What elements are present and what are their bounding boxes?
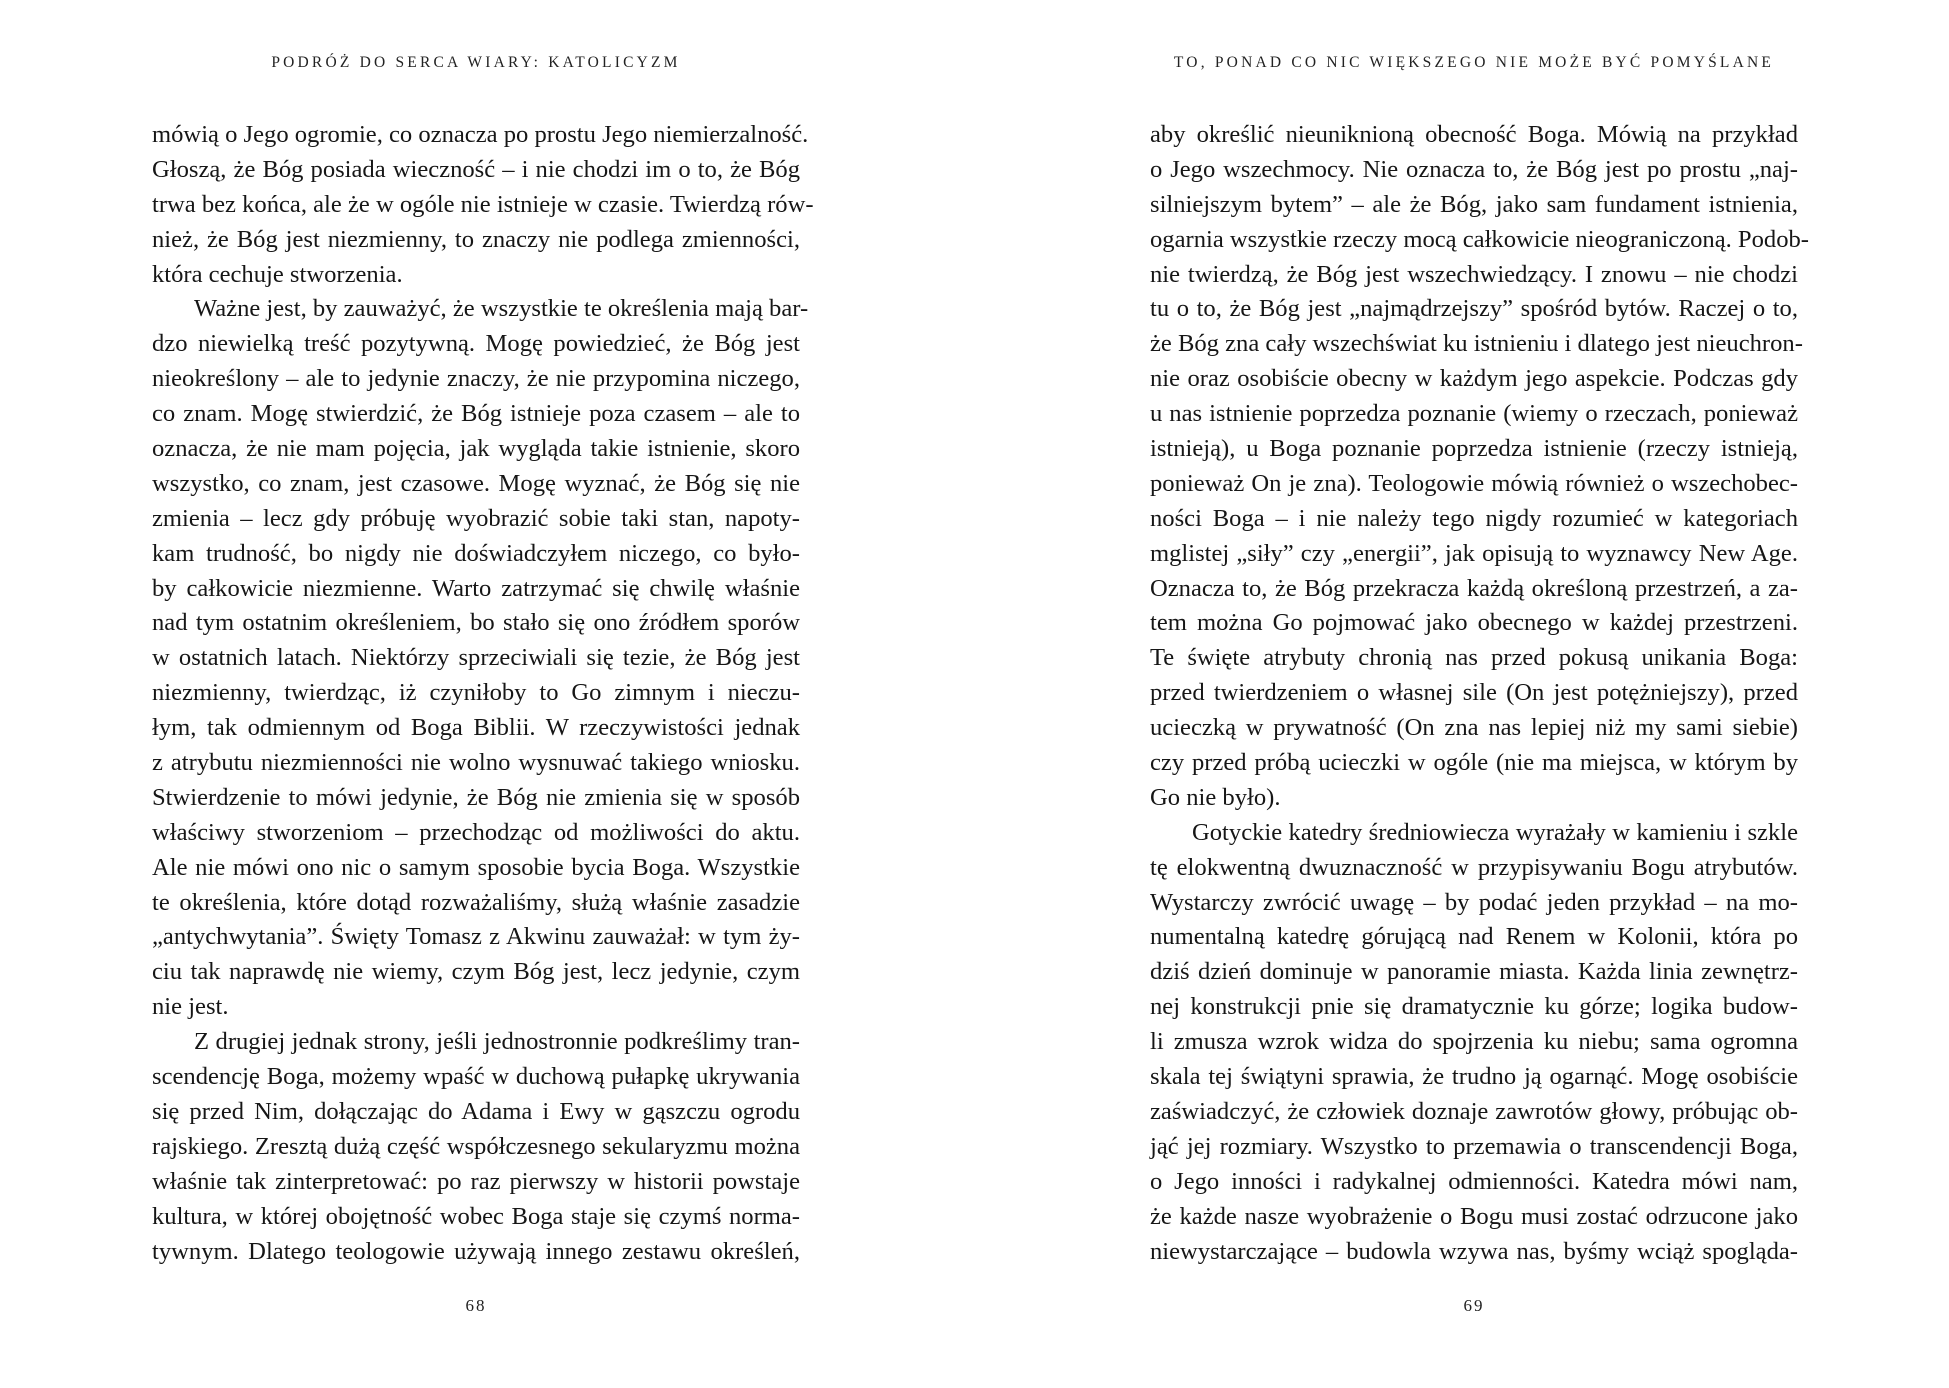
- text-line: tywnym. Dlatego teologowie używają innego zestawu określeń,: [152, 1237, 800, 1265]
- text-line: aby określić nieuniknioną obecność Boga. Mówią na przykład: [1150, 121, 1798, 148]
- text-line: Ale nie mówi ono nic o samym sposobie bycia Boga. Wszystkie: [152, 853, 800, 881]
- text-line: Stwierdzenie to mówi jedynie, że Bóg nie zmienia się w sposób: [152, 783, 800, 811]
- text-line: w ostatnich latach. Niektórzy sprzeciwiali się tezie, że Bóg jest: [152, 644, 800, 672]
- text-line: niewystarczające – budowla wzywa nas, byśmy wciąż spogląda-: [1150, 1237, 1798, 1265]
- left-page-body: [152, 118, 814, 1269]
- text-line: zmienia – lecz gdy próbuję wyobrazić sobie taki stan, napoty-: [152, 504, 800, 532]
- text-line: łym, tak odmiennym od Boga Biblii. W rzeczywistości jednak: [152, 714, 800, 742]
- text-line: ności Boga – i nie należy tego nigdy rozumieć w kategoriach: [1150, 504, 1798, 532]
- text-line: Te święte atrybuty chronią nas przed pokusą unikania Boga:: [1150, 644, 1798, 672]
- text-line: by całkowicie niezmienne. Warto zatrzymać się chwilę właśnie: [152, 574, 800, 602]
- text-line: o Jego wszechmocy. Nie oznacza to, że Bóg jest po prostu „naj-: [1150, 155, 1798, 183]
- text-line: dziś dzień dominuje w panoramie miasta. Każda linia zewnętrz-: [1150, 958, 1798, 986]
- text-line: u nas istnienie poprzedza poznanie (wiemy o rzeczach, ponieważ: [1150, 400, 1798, 428]
- text-line: która cechuje stworzenia.: [152, 260, 403, 288]
- paragraph-start-line: Ważne jest, by zauważyć, że wszystkie te określenia mają bar-: [194, 295, 809, 323]
- text-line: trwa bez końca, ale że w ogóle nie istnieje w czasie. Twierdzą rów-: [152, 190, 814, 218]
- text-line: tę elokwentną dwuznaczność w przypisywaniu Bogu atrybutów.: [1150, 853, 1798, 881]
- text-line: mówią o Jego ogromie, co oznacza po prostu Jego niemierzalność.: [152, 121, 809, 148]
- text-line: dzo niewielką treść pozytywną. Mogę powiedzieć, że Bóg jest: [152, 330, 800, 358]
- text-line: numentalną katedrę górującą nad Renem w Kolonii, która po: [1150, 923, 1798, 951]
- text-line: ciu tak naprawdę nie wiemy, czym Bóg jest, lecz jedynie, czym: [152, 958, 800, 986]
- text-line: li zmusza wzrok widza do spojrzenia ku niebu; sama ogromna: [1150, 1028, 1798, 1056]
- text-line: przed twierdzeniem o własnej sile (On jest potężniejszy), przed: [1150, 679, 1798, 707]
- text-line: nie twierdzą, że Bóg jest wszechwiedzący. I znowu – nie chodzi: [1150, 260, 1798, 288]
- running-head-right: TO, PONAD CO NIC WIĘKSZEGO NIE MOŻE BYĆ POMYŚLANE: [1173, 54, 1775, 71]
- text-line: tem można Go pojmować jako obecnego w każdej przestrzeni.: [1150, 609, 1798, 637]
- text-line: że każde nasze wyobrażenie o Bogu musi zostać odrzucone jako: [1150, 1202, 1798, 1230]
- text-line: te określenia, które dotąd rozważaliśmy, służą właśnie zasadzie: [152, 888, 800, 916]
- text-line: co znam. Mogę stwierdzić, że Bóg istnieje poza czasem – ale to: [152, 400, 800, 428]
- text-line: silniejszym bytem” – ale że Bóg, jako sam fundament istnienia,: [1150, 190, 1798, 218]
- text-line: niezmienny, twierdząc, iż czyniłoby to Go zimnym i nieczu-: [152, 679, 800, 707]
- text-line: mglistej „siły” czy „energii”, jak opisują to wyznawcy New Age.: [1150, 539, 1798, 567]
- text-line: rajskiego. Zresztą dużą część współczesnego sekularyzmu można: [152, 1132, 800, 1160]
- text-line: się przed Nim, dołączając do Adama i Ewy w gąszczu ogrodu: [152, 1097, 800, 1125]
- text-line: czy przed próbą ucieczki w ogóle (nie ma miejsca, w którym by: [1150, 749, 1798, 777]
- text-line: oznacza, że nie mam pojęcia, jak wygląda takie istnienie, skoro: [152, 435, 800, 463]
- text-line: ogarnia wszystkie rzeczy mocą całkowicie nieograniczoną. Podob-: [1150, 225, 1809, 253]
- text-line: Oznacza to, że Bóg przekracza każdą określoną przestrzeń, a za-: [1150, 574, 1798, 602]
- text-line: wszystko, co znam, jest czasowe. Mogę wyznać, że Bóg się nie: [152, 469, 800, 497]
- text-line: „antychwytania”. Święty Tomasz z Akwinu zauważał: w tym ży-: [152, 923, 800, 951]
- text-line: Go nie było).: [1150, 783, 1281, 811]
- paragraph-start-line: Gotyckie katedry średniowiecza wyrażały w kamieniu i szkle: [1192, 818, 1798, 846]
- text-line: o Jego inności i radykalnej odmienności. Katedra mówi nam,: [1150, 1167, 1798, 1195]
- text-line: istnieją), u Boga poznanie poprzedza istnienie (rzeczy istnieją,: [1150, 435, 1798, 463]
- text-line: właściwy stworzeniom – przechodząc od możliwości do aktu.: [152, 818, 800, 846]
- text-line: jąć jej rozmiary. Wszystko to przemawia o transcendencji Boga,: [1150, 1132, 1798, 1160]
- text-line: skala tej świątyni sprawia, że trudno ją ogarnąć. Mogę osobiście: [1150, 1063, 1798, 1091]
- text-line: kam trudność, bo nigdy nie doświadczyłem niczego, co było-: [152, 539, 800, 567]
- text-line: ucieczką w prywatność (On zna nas lepiej niż my sami siebie): [1150, 714, 1798, 742]
- text-line: tu o to, że Bóg jest „najmądrzejszy” spośród bytów. Raczej o to,: [1150, 295, 1798, 323]
- text-line: ponieważ On je zna). Teologowie mówią również o wszechobec-: [1150, 469, 1798, 497]
- text-line: nieokreślony – ale to jedynie znaczy, że nie przypomina niczego,: [152, 365, 800, 393]
- page-number-right: 69: [1463, 1296, 1485, 1315]
- text-line: Głoszą, że Bóg posiada wieczność – i nie chodzi im o to, że Bóg: [152, 155, 800, 183]
- text-line: że Bóg zna cały wszechświat ku istnieniu i dlatego jest nieuchron-: [1150, 330, 1803, 358]
- text-line: nej konstrukcji pnie się dramatycznie ku górze; logika budow-: [1150, 993, 1798, 1021]
- text-line: z atrybutu niezmienności nie wolno wysnuwać takiego wniosku.: [152, 749, 800, 777]
- paragraph-start-line: Z drugiej jednak strony, jeśli jednostronnie podkreślimy tran-: [194, 1028, 800, 1056]
- text-line: nież, że Bóg jest niezmienny, to znaczy nie podlega zmienności,: [152, 225, 800, 253]
- running-head-left: PODRÓŻ DO SERCA WIARY: KATOLICYZM: [271, 54, 681, 71]
- text-line: kultura, w której obojętność wobec Boga staje się czymś norma-: [152, 1202, 800, 1230]
- text-line: nie oraz osobiście obecny w każdym jego aspekcie. Podczas gdy: [1150, 365, 1798, 393]
- page-number-left: 68: [465, 1296, 487, 1315]
- text-line: nad tym ostatnim określeniem, bo stało się ono źródłem sporów: [152, 609, 800, 637]
- text-line: Wystarczy zwrócić uwagę – by podać jeden przykład – na mo-: [1150, 888, 1798, 916]
- text-line: scendencję Boga, możemy wpaść w duchową pułapkę ukrywania: [152, 1063, 800, 1091]
- text-line: nie jest.: [152, 993, 229, 1021]
- text-line: właśnie tak zinterpretować: po raz pierwszy w historii powstaje: [152, 1167, 800, 1195]
- right-page: [975, 0, 1949, 1388]
- right-page-body: [1150, 118, 1809, 1269]
- text-line: zaświadczyć, że człowiek doznaje zawrotów głowy, próbując ob-: [1150, 1097, 1798, 1125]
